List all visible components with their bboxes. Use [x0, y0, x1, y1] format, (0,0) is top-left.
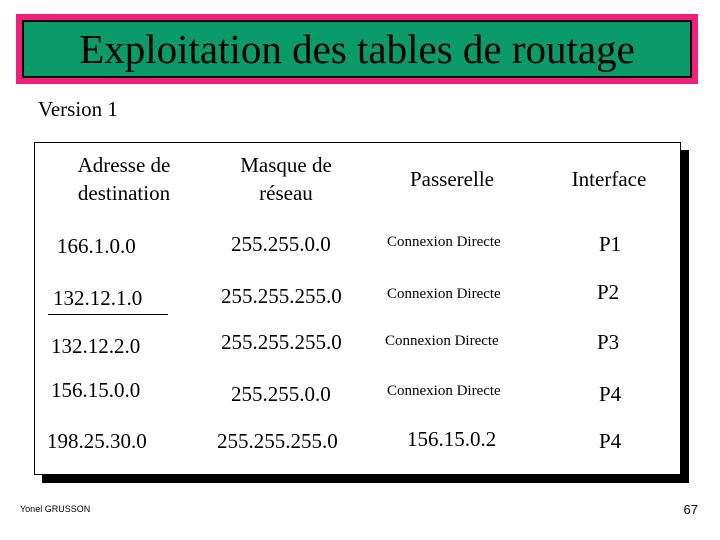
row3-mask: 255.255.255.0 — [221, 330, 342, 354]
header-destination-line2: destination — [77, 181, 171, 205]
row3-gateway: Connexion Directe — [385, 333, 499, 349]
row2-interface: P2 — [597, 280, 620, 304]
row1-destination: 166.1.0.0 — [57, 234, 136, 258]
header-destination-line1: Adresse de — [77, 153, 171, 177]
row3-destination: 132.12.2.0 — [51, 334, 141, 358]
title-inner — [22, 20, 692, 78]
row3-interface: P3 — [597, 330, 620, 354]
header-mask-line2: réseau — [259, 181, 313, 205]
footer-author: Yonel GRUSSON — [20, 504, 91, 514]
row2-destination: 132.12.1.0 — [53, 286, 143, 310]
row5-gateway: 156.15.0.2 — [407, 427, 497, 451]
row1-gateway: Connexion Directe — [387, 234, 501, 250]
row5-mask: 255.255.255.0 — [217, 429, 338, 453]
row4-gateway: Connexion Directe — [387, 383, 501, 399]
header-gateway: Passerelle — [410, 167, 494, 191]
version-label: Version 1 — [38, 97, 118, 121]
table-panel — [34, 142, 681, 475]
row4-destination: 156.15.0.0 — [51, 378, 141, 402]
row4-interface: P4 — [599, 382, 622, 406]
row5-interface: P4 — [599, 429, 622, 453]
page-title: Exploitation des tables de routage — [79, 26, 635, 72]
row4-mask: 255.255.0.0 — [231, 382, 331, 406]
row1-mask: 255.255.0.0 — [231, 232, 331, 256]
page-number: 67 — [683, 502, 698, 517]
row2-mask: 255.255.255.0 — [221, 284, 342, 308]
header-destination — [49, 151, 199, 207]
row1-interface: P1 — [599, 232, 622, 256]
title-banner — [16, 14, 698, 84]
divider-line — [48, 314, 168, 315]
row2-gateway: Connexion Directe — [387, 286, 501, 302]
header-interface: Interface — [571, 167, 647, 191]
row5-destination: 198.25.30.0 — [47, 429, 147, 453]
routing-table — [34, 142, 690, 484]
header-mask-line1: Masque de — [240, 153, 332, 177]
header-mask — [221, 151, 351, 207]
